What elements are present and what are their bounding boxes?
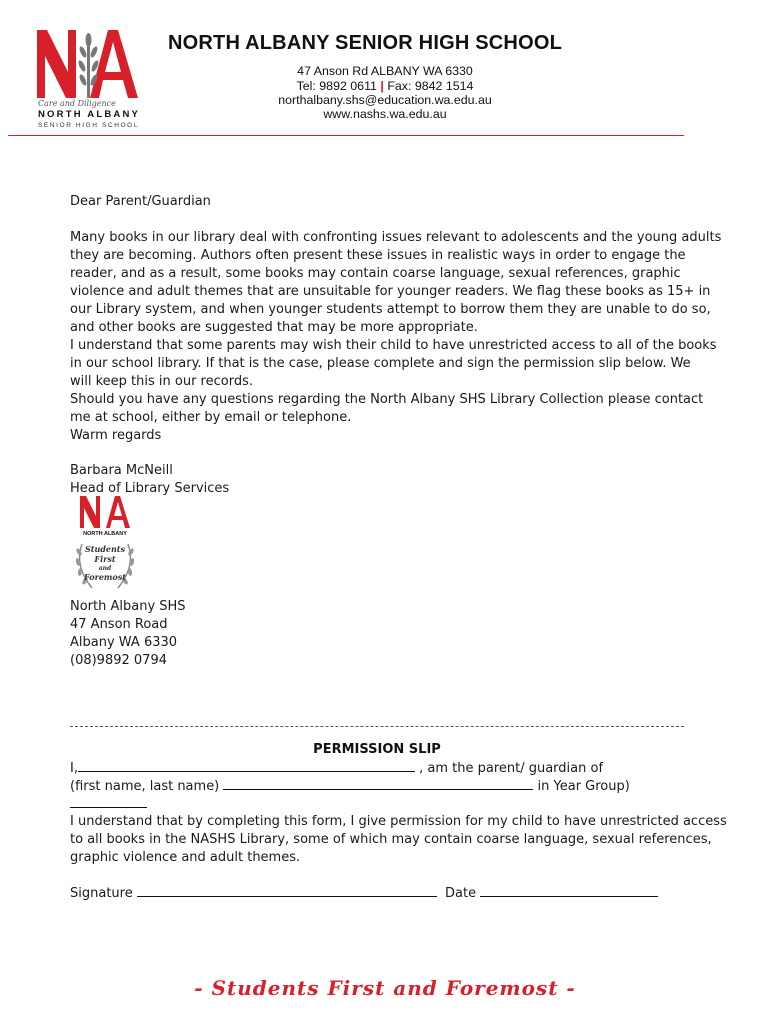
body-line: violence and adult themes that are unsuitable for younger readers. We flag these books as 15+ in [70,284,711,299]
school-name: NORTH ALBANY SENIOR HIGH SCHOOL [168,32,562,54]
parent-name-field[interactable] [78,759,415,772]
date-label: Date [445,886,477,901]
address-line: North Albany SHS [70,599,186,614]
year-group-field[interactable] [70,795,147,808]
slip-statement: graphic violence and adult themes. [70,850,301,865]
school-tel: Tel: 9892 0611 [296,79,377,93]
school-logo [32,26,148,130]
svg-text:First: First [94,554,116,564]
address-line: (08)9892 0794 [70,653,167,668]
school-phone-fax [210,79,560,94]
slip-year-label: in Year Group) [533,779,630,794]
svg-text:NORTH ALBANY: NORTH ALBANY [38,109,141,120]
date-field[interactable] [480,884,658,897]
slip-line-parent [70,759,603,778]
greeting: Dear Parent/Guardian [70,194,211,209]
school-email[interactable]: northalbany.shs@education.wa.edu.au [278,93,492,107]
slip-statement: to all books in the NASHS Library, some of which may contain coarse language, sexual references, [70,832,712,847]
signoff-title: Head of Library Services [70,481,230,496]
child-name-field[interactable] [223,777,533,790]
school-motto: - Students First and Foremost - [194,976,576,1000]
svg-text:Care and Diligence: Care and Diligence [38,99,116,108]
body-line: I understand that some parents may wish their child to have unrestricted access to all of the books [70,338,717,353]
closing: Warm regards [70,428,162,443]
body-line: reader, and as a result, some books may contain coarse language, sexual references, graphic [70,266,681,281]
slip-line-year [70,795,147,814]
body-line: they are becoming. Authors often present these issues in realistic ways in order to engage the [70,248,686,263]
body-line: will keep this in our records. [70,374,253,389]
slip-title: PERMISSION SLIP [313,742,441,757]
slip-line-child [70,777,630,796]
slip-signature-row [70,884,658,903]
svg-text:SENIOR HIGH SCHOOL: SENIOR HIGH SCHOOL [38,122,140,129]
signature-label: Signature [70,886,133,901]
cut-line [70,726,684,728]
body-line: our Library system, and when younger students attempt to borrow them they are unable to do so, [70,302,711,317]
slip-name-label: (first name, last name) [70,779,224,794]
slip-parent-label: , am the parent/ guardian of [414,761,604,776]
school-website[interactable]: www.nashs.wa.edu.au [323,107,447,121]
address-line: 47 Anson Road [70,617,168,632]
slip-i-label: I, [70,761,78,776]
signature-field[interactable] [137,884,437,897]
school-fax: Fax: 9842 1514 [387,79,474,93]
students-first-emblem [68,494,142,596]
body-line: and other books are suggested that may be more appropriate. [70,320,478,335]
svg-text:Foremost: Foremost [84,572,126,582]
body-line: Many books in our library deal with confronting issues relevant to adolescents and the young adults [70,230,722,245]
svg-text:Students: Students [85,544,125,554]
address-line: Albany WA 6330 [70,635,178,650]
signoff-name: Barbara McNeill [70,463,173,478]
school-address: 47 Anson Rd ALBANY WA 6330 [297,64,473,78]
body-line: in our school library. If that is the case, please complete and sign the permission slip below. We [70,356,691,371]
header-divider [8,135,684,136]
slip-statement: I understand that by completing this form, I give permission for my child to have unrestricted access [70,814,727,829]
body-line: me at school, either by email or telephone. [70,410,352,425]
svg-text:NORTH ALBANY: NORTH ALBANY [83,531,127,537]
red-separator: | [380,79,384,93]
body-line: Should you have any questions regarding the North Albany SHS Library Collection please contact [70,392,704,407]
svg-text:and: and [98,565,112,572]
